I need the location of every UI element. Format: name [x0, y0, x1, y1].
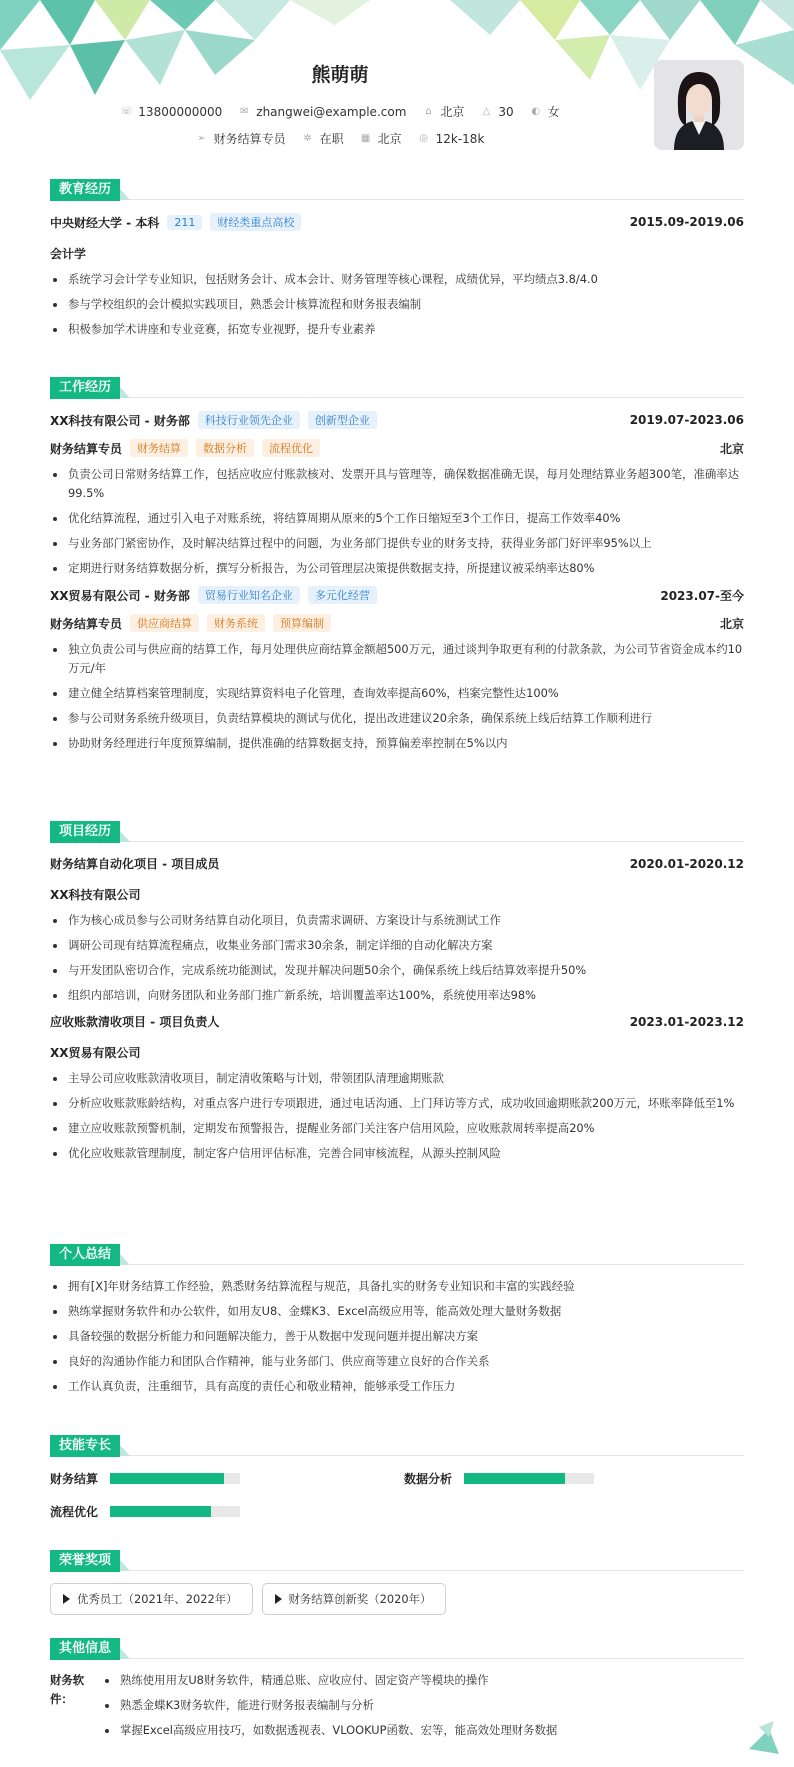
- skill-name: 流程优化: [50, 1505, 99, 1519]
- city: 北京: [440, 105, 465, 119]
- other-section: [50, 1637, 744, 1746]
- work-header: [50, 376, 744, 398]
- honors-header: [50, 1549, 744, 1571]
- skills-section: [50, 1434, 744, 1520]
- skill-bar-fill: [110, 1506, 211, 1517]
- list-item: 拥有[X]年财务结算工作经验，熟悉财务结算流程与规范，具备扎实的财务专业知识和丰富的实践经验: [50, 1277, 744, 1296]
- skill-item: [404, 1470, 744, 1487]
- status-item: [302, 130, 344, 147]
- play-icon: [63, 1594, 70, 1604]
- list-item: 负责公司日常财务结算工作，包括应收应付账款核对、发票开具与管理等，确保数据准确无误，每月处理结算业务超300笔，准确率达99.5%: [50, 465, 744, 503]
- list-item: 作为核心成员参与公司财务结算自动化项目，负责需求调研、方案设计与系统测试工作: [50, 911, 744, 930]
- position: 财务结算专员: [213, 132, 286, 146]
- list-item: 分析应收账款账龄结构，对重点客户进行专项跟进，通过电话沟通、上门拜访等方式，成功收回逾期账款200万元，坏账率降低至1%: [50, 1094, 744, 1113]
- list-item: 协助财务经理进行年度预算编制，提供准确的结算数据支持，预算偏差率控制在5%以内: [50, 734, 744, 753]
- list-item: 熟悉金蝶K3财务软件，能进行财务报表编制与分析: [102, 1696, 557, 1715]
- role: 财务结算专员: [50, 616, 123, 631]
- skill-name: 财务结算: [50, 1472, 99, 1486]
- skill-tag: 数据分析: [196, 439, 254, 457]
- tag: 科技行业领先企业: [198, 411, 300, 429]
- email-item: [238, 103, 406, 120]
- cake-icon: △: [482, 105, 491, 117]
- date: 2019.07-2023.06: [629, 413, 744, 427]
- projects-header: [50, 820, 744, 842]
- list-item: 参与学校组织的会计模拟实践项目，熟悉会计核算流程和财务报表编制: [50, 295, 744, 314]
- project-name: 财务结算自动化项目 - 项目成员: [50, 857, 220, 871]
- home-icon: ⌂: [425, 105, 432, 117]
- section-title: 荣誉奖项: [50, 1550, 120, 1572]
- gender: 女: [547, 105, 560, 119]
- skill-tag: 财务结算: [130, 439, 188, 457]
- contact-row: [0, 103, 680, 120]
- salary-item: [418, 130, 485, 147]
- salary: 12k-18k: [435, 131, 485, 146]
- tag: 创新型企业: [308, 411, 377, 429]
- list-item: 建立健全结算档案管理制度，实现结算资料电子化管理，查询效率提高60%，档案完整性达100%: [50, 684, 744, 703]
- section-title: 其他信息: [50, 1638, 120, 1660]
- section-title: 项目经历: [50, 821, 120, 843]
- phone: 13800000000: [138, 104, 223, 119]
- skill-bar: [464, 1473, 594, 1484]
- tag: 211: [167, 215, 202, 230]
- skill-name: 数据分析: [404, 1472, 453, 1486]
- skill-tag: 预算编制: [273, 614, 331, 632]
- education-section: [50, 178, 744, 345]
- list-item: 掌握Excel高级应用技巧，如数据透视表、VLOOKUP函数、宏等，能高效处理财务数据: [102, 1721, 557, 1740]
- list-item: 积极参加学术讲座和专业竞赛，拓宽专业视野，提升专业素养: [50, 320, 744, 339]
- list-item: 与业务部门紧密协作，及时解决结算过程中的问题，为业务部门提供专业的财务支持，获得业务部门好评率95%以上: [50, 534, 744, 553]
- skill-tag: 供应商结算: [130, 614, 199, 632]
- section-title: 技能专长: [50, 1435, 120, 1457]
- summary-header: [50, 1243, 744, 1265]
- list-item: 参与公司财务系统升级项目，负责结算模块的测试与优化，提出改进建议20余条，确保系统上线后结算工作顺利进行: [50, 709, 744, 728]
- corner-triangle-decoration: [744, 1719, 784, 1759]
- project-row: [50, 855, 744, 872]
- list-item: 具备较强的数据分析能力和问题解决能力，善于从数据中发现问题并提出解决方案: [50, 1327, 744, 1346]
- education-header: [50, 178, 744, 200]
- major: 会计学: [50, 247, 87, 261]
- company: XX科技有限公司 - 财务部: [50, 413, 190, 428]
- list-item: 建立应收账款预警机制，定期发布预警报告，提醒业务部门关注客户信用风险，应收账款周转率提高20%: [50, 1119, 744, 1138]
- project-row: [50, 1013, 744, 1030]
- target-city: 北京: [377, 132, 402, 146]
- tag: 财经类重点高校: [210, 213, 301, 231]
- mail-icon: ✉: [240, 105, 249, 117]
- company: XX贸易有限公司 - 财务部: [50, 588, 190, 603]
- project-company: XX科技有限公司: [50, 888, 141, 902]
- list-item: 工作认真负责，注重细节，具有高度的责任心和敬业精神，能够承受工作压力: [50, 1377, 744, 1396]
- skill-bar-fill: [110, 1473, 224, 1484]
- list-item: 熟练使用用友U8财务软件，精通总账、应收应付、固定资产等模块的操作: [102, 1671, 557, 1690]
- skill-bar-fill: [464, 1473, 565, 1484]
- list-item: 熟练掌握财务软件和办公软件，如用友U8、金蝶K3、Excel高级应用等，能高效处理大量财务数据: [50, 1302, 744, 1321]
- job-city: 北京: [719, 441, 744, 456]
- list-item: 系统学习会计学专业知识，包括财务会计、成本会计、财务管理等核心课程，成绩优异，平均绩点3.8/4.0: [50, 270, 744, 289]
- city-item: [422, 103, 464, 120]
- work-section: [50, 376, 744, 759]
- skill-tag: 财务系统: [207, 614, 265, 632]
- role-row: [50, 614, 744, 632]
- building-icon: ▦: [360, 132, 371, 144]
- list-item: 优化结算流程，通过引入电子对账系统，将结算周期从原来的5个工作日缩短至3个工作日，提高工作效率40%: [50, 509, 744, 528]
- projects-section: [50, 820, 744, 1169]
- list-item: 与开发团队密切合作，完成系统功能测试，发现并解决问题50余个，确保系统上线后结算效率提升50%: [50, 961, 744, 980]
- list-item: 定期进行财务结算数据分析，撰写分析报告，为公司管理层决策提供数据支持，所提建议被采纳率达80%: [50, 559, 744, 578]
- skill-item: [50, 1470, 404, 1487]
- age: 30: [498, 104, 514, 119]
- target-city-item: [360, 130, 402, 147]
- list-item: 组织内部培训，向财务团队和业务部门推广新系统，培训覆盖率达100%，系统使用率达98%: [50, 986, 744, 1005]
- summary-section: [50, 1243, 744, 1402]
- list-item: 主导公司应收账款清收项目，制定清收策略与计划，带领团队清理逾期账款: [50, 1069, 744, 1088]
- honors-section: [50, 1549, 744, 1615]
- date: 2020.01-2020.12: [629, 856, 744, 871]
- project-name: 应收账款清收项目 - 项目负责人: [50, 1015, 220, 1029]
- list-item: 优化应收账款管理制度，制定客户信用评估标准，完善合同审核流程，从源头控制风险: [50, 1144, 744, 1163]
- role-row: [50, 439, 744, 457]
- intention-row: [0, 130, 680, 147]
- project-company: XX贸易有限公司: [50, 1046, 141, 1060]
- gear-icon: ✲: [303, 132, 312, 144]
- candidate-name: 熊萌萌: [311, 64, 369, 86]
- coin-icon: ◎: [419, 132, 428, 144]
- date: 2023.01-2023.12: [629, 1014, 744, 1029]
- job-row: [50, 411, 744, 429]
- skill-item: [50, 1503, 404, 1520]
- play-icon: [275, 1594, 282, 1604]
- award-item: [50, 1583, 253, 1615]
- email: zhangwei@example.com: [256, 104, 407, 119]
- date: 2023.07-至今: [660, 588, 744, 603]
- send-icon: ➢: [197, 132, 206, 144]
- tag: 贸易行业知名企业: [198, 586, 300, 604]
- job-city: 北京: [719, 616, 744, 631]
- role: 财务结算专员: [50, 441, 123, 456]
- section-title: 教育经历: [50, 179, 120, 201]
- skills-header: [50, 1434, 744, 1456]
- award-label: 优秀员工（2021年、2022年）: [77, 1592, 238, 1606]
- award-label: 财务结算创新奖（2020年）: [288, 1592, 432, 1606]
- award-item: [262, 1583, 447, 1615]
- skill-tag: 流程优化: [262, 439, 320, 457]
- phone-item: [120, 103, 222, 120]
- school-name: 中央财经大学 - 本科: [50, 215, 160, 230]
- skill-bar: [110, 1473, 240, 1484]
- skill-bar: [110, 1506, 240, 1517]
- other-header: [50, 1637, 744, 1659]
- status: 在职: [319, 132, 344, 146]
- job-row: [50, 586, 744, 604]
- date: 2015.09-2019.06: [629, 215, 744, 229]
- section-title: 工作经历: [50, 377, 120, 399]
- gender-icon: ◐: [531, 105, 541, 117]
- other-label: 财务软件：: [50, 1673, 85, 1706]
- list-item: 良好的沟通协作能力和团队合作精神，能与业务部门、供应商等建立良好的合作关系: [50, 1352, 744, 1371]
- education-row: [50, 213, 744, 231]
- phone-icon: ☏: [120, 105, 133, 117]
- section-title: 个人总结: [50, 1244, 120, 1266]
- age-item: [480, 103, 513, 120]
- gender-item: [530, 103, 560, 120]
- tag: 多元化经营: [308, 586, 377, 604]
- position-item: [196, 130, 286, 147]
- list-item: 调研公司现有结算流程痛点，收集业务部门需求30余条，制定详细的自动化解决方案: [50, 936, 744, 955]
- avatar-photo: [654, 60, 744, 150]
- list-item: 独立负责公司与供应商的结算工作，每月处理供应商结算金额超500万元，通过谈判争取更有利的付款条款，为公司节省资金成本约10万元/年: [50, 640, 744, 678]
